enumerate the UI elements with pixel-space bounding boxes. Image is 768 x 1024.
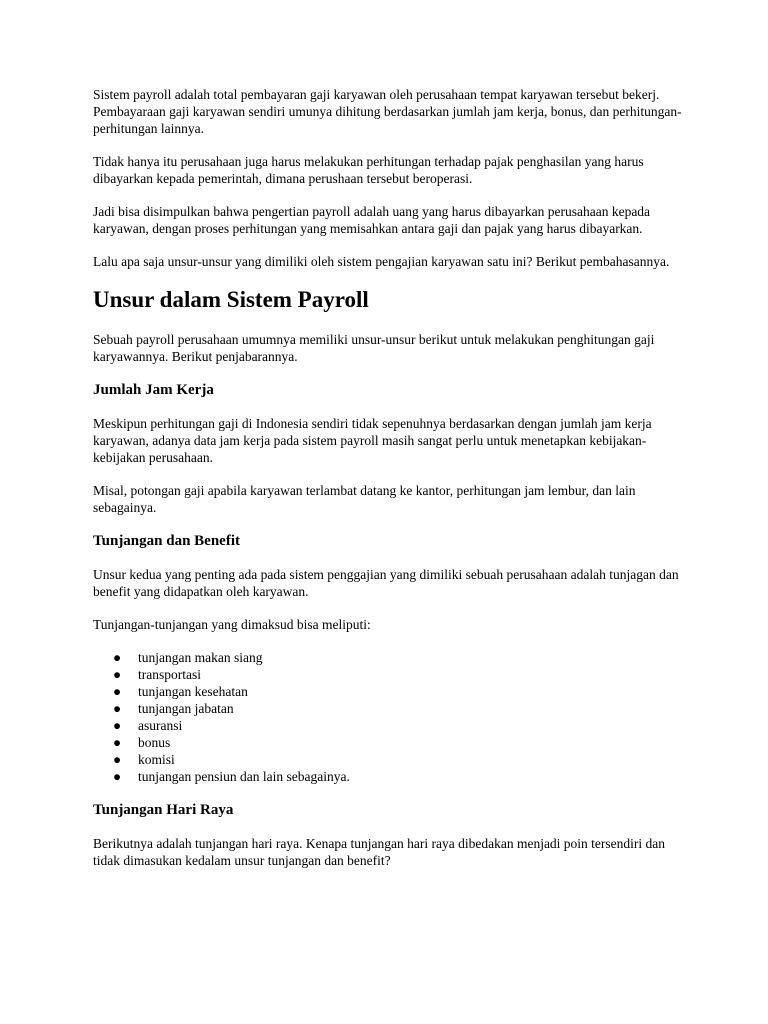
bullet-icon: ●: [113, 684, 122, 699]
tunjangan-paragraph-1: Unsur kedua yang penting ada pada sistem penggajian yang dimiliki sebuah perusahaan adalah tunjagan dan benefit yang didapatkan oleh karyawan.: [93, 567, 679, 599]
hari-raya-paragraph-1: Berikutnya adalah tunjangan hari raya. Kenapa tunjangan hari raya dibedakan menjadi poin tersendiri dan tidak dimasukan kedalam unsur tunjangan dan benefit?: [93, 836, 666, 868]
list-item: [113, 751, 693, 768]
list-item-text: tunjangan jabatan: [138, 701, 234, 716]
intro-paragraph-4: Lalu apa saja unsur-unsur yang dimiliki oleh sistem pengajian karyawan satu ini? Berikut pembahasannya.: [93, 254, 670, 269]
heading-jam-kerja: Jumlah Jam Kerja: [93, 382, 214, 398]
bullet-icon: ●: [113, 769, 122, 784]
tunjangan-list: [93, 649, 693, 785]
list-item-text: transportasi: [138, 667, 201, 682]
list-item-text: bonus: [138, 735, 171, 750]
intro-paragraph-2: Tidak hanya itu perusahaan juga harus melakukan perhitungan terhadap pajak penghasilan yang harus dibayarkan kepada pemerintah, dimana perushaan tersebut beroperasi.: [93, 154, 644, 186]
section-title: Unsur dalam Sistem Payroll: [93, 287, 369, 312]
list-item: [113, 649, 693, 666]
list-item: [113, 768, 693, 785]
list-item-text: tunjangan makan siang: [138, 650, 263, 665]
bullet-icon: ●: [113, 752, 122, 767]
bullet-icon: ●: [113, 718, 122, 733]
bullet-icon: ●: [113, 667, 122, 682]
list-item-text: tunjangan kesehatan: [138, 684, 248, 699]
list-item: [113, 700, 693, 717]
list-item-text: tunjangan pensiun dan lain sebagainya.: [138, 769, 350, 784]
jam-kerja-paragraph-1: Meskipun perhitungan gaji di Indonesia sendiri tidak sepenuhnya berdasarkan dengan jumlah jam kerja karyawan, adanya data jam kerja pada sistem payroll masih sangat perlu untuk menetapkan kebijakan-kebijakan perusahaan.: [93, 416, 652, 465]
list-item: [113, 683, 693, 700]
list-item-text: asuransi: [138, 718, 183, 733]
list-item: [113, 666, 693, 683]
bullet-icon: ●: [113, 701, 122, 716]
intro-paragraph-3: Jadi bisa disimpulkan bahwa pengertian payroll adalah uang yang harus dibayarkan perusahaan kepada karyawan, dengan proses perhitungan yang memisahkan antara gaji dan pajak yang harus dibayarkan.: [93, 204, 651, 236]
list-item-text: komisi: [138, 752, 175, 767]
intro-paragraph-1: Sistem payroll adalah total pembayaran gaji karyawan oleh perusahaan tempat karyawan tersebut bekerj. Pembayaraan gaji karyawan sendiri umunya dihitung berdasarkan jumlah jam kerja, bonus, dan perhitungan-perhitungan lainnya.: [93, 87, 682, 136]
bullet-icon: ●: [113, 735, 122, 750]
list-item: [113, 734, 693, 751]
list-item: [113, 717, 693, 734]
document-page: [93, 86, 693, 869]
tunjangan-paragraph-2: Tunjangan-tunjangan yang dimaksud bisa meliputi:: [93, 617, 371, 632]
jam-kerja-paragraph-2: Misal, potongan gaji apabila karyawan terlambat datang ke kantor, perhitungan jam lembur, dan lain sebagainya.: [93, 483, 636, 515]
section-intro: Sebuah payroll perusahaan umumnya memiliki unsur-unsur berikut untuk melakukan penghitungan gaji karyawannya. Berikut penjabarannya.: [93, 332, 655, 364]
heading-hari-raya: Tunjangan Hari Raya: [93, 802, 234, 818]
heading-tunjangan: Tunjangan dan Benefit: [93, 533, 240, 549]
bullet-icon: ●: [113, 650, 122, 665]
